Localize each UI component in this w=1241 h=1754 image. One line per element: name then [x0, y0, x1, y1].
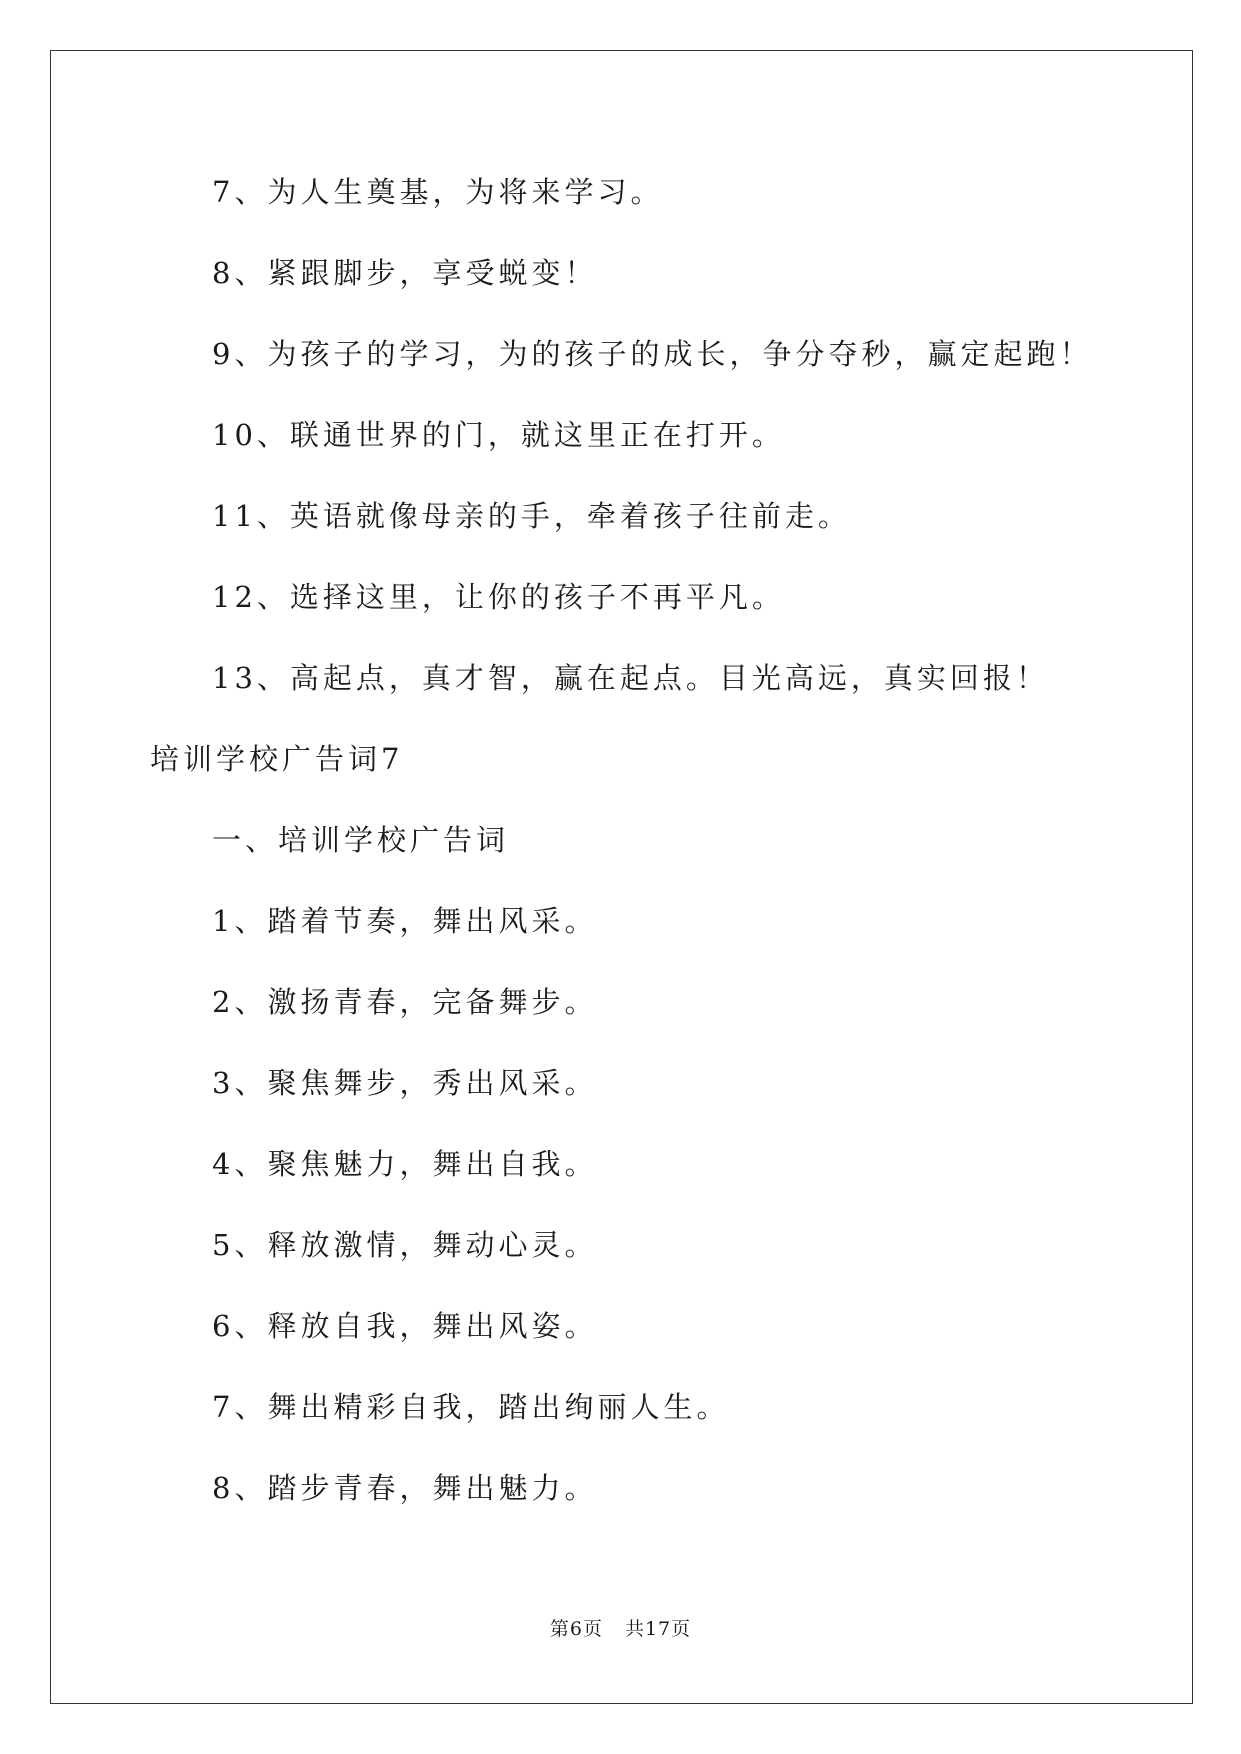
text-line: 7、为人生奠基，为将来学习。 [212, 175, 664, 209]
text-line: 10、联通世界的门，就这里正在打开。 [212, 418, 785, 452]
text-line: 3、聚焦舞步，秀出风采。 [212, 1066, 598, 1100]
text-line: 6、释放自我，舞出风姿。 [212, 1309, 598, 1343]
text-line: 13、高起点，真才智，赢在起点。目光高远，真实回报！ [212, 661, 1049, 695]
page-number: 第6页 [549, 1618, 603, 1640]
page-total: 共17页 [624, 1618, 692, 1640]
text-line: 8、紧跟脚步，享受蜕变！ [212, 256, 598, 290]
text-line: 12、选择这里，让你的孩子不再平凡。 [212, 580, 785, 614]
page-footer [0, 1620, 1241, 1639]
section-heading: 培训学校广告词7 [150, 742, 404, 776]
text-line: 8、踏步青春，舞出魅力。 [212, 1471, 598, 1505]
text-line: 9、为孩子的学习，为的孩子的成长，争分夺秒，赢定起跑！ [212, 337, 1093, 371]
text-line: 4、聚焦魅力，舞出自我。 [212, 1147, 598, 1181]
text-line: 5、释放激情，舞动心灵。 [212, 1228, 598, 1262]
text-line: 2、激扬青春，完备舞步。 [212, 985, 598, 1019]
page-border [50, 50, 1193, 1704]
text-line: 11、英语就像母亲的手，牵着孩子往前走。 [212, 499, 851, 533]
text-line: 1、踏着节奏，舞出风采。 [212, 904, 598, 938]
subsection-heading: 一、培训学校广告词 [212, 823, 510, 857]
text-line: 7、舞出精彩自我，踏出绚丽人生。 [212, 1390, 730, 1424]
